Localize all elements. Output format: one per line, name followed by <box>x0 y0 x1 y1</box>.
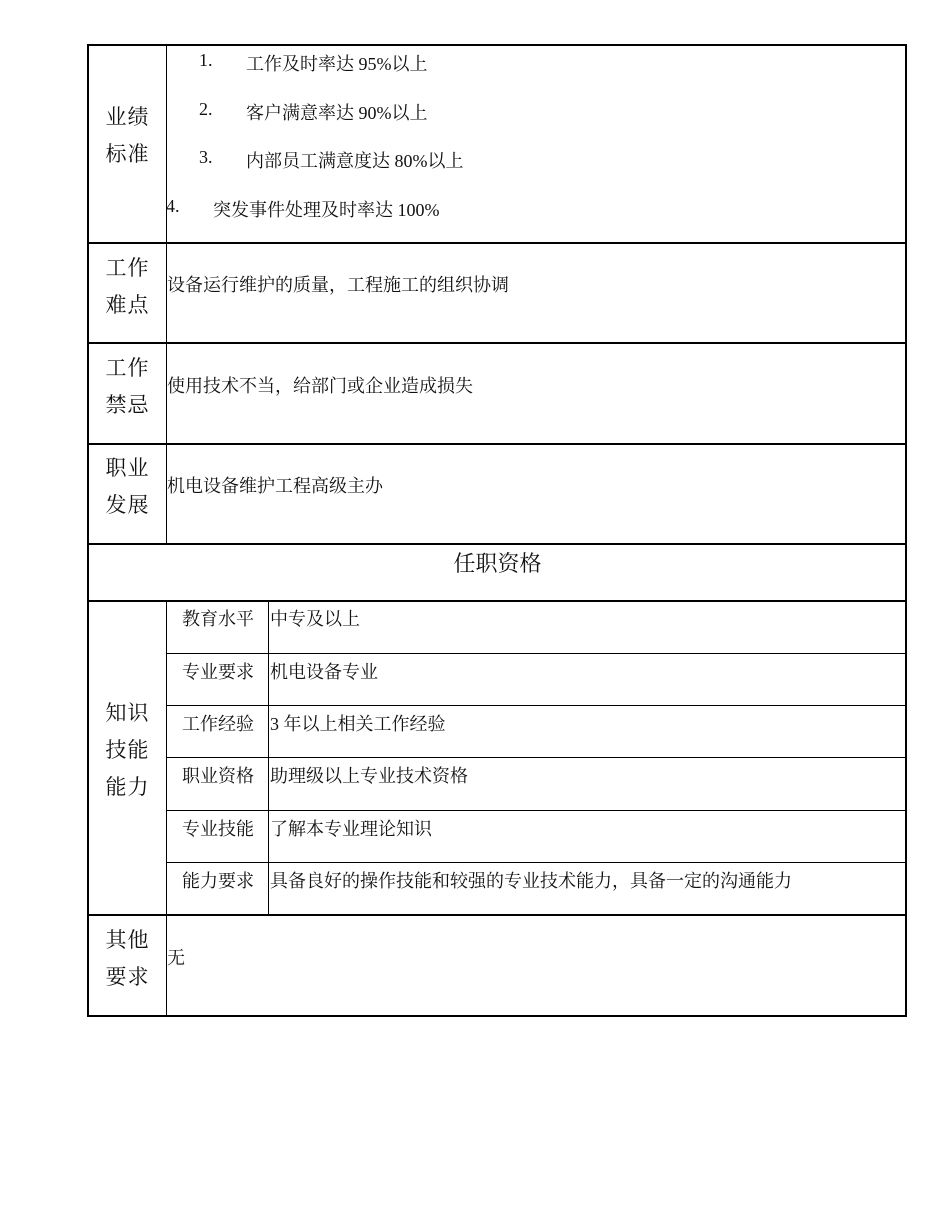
qualification-row-label: 职业资格 <box>182 766 254 786</box>
other-value: 无 <box>167 948 185 968</box>
qualification-row-value: 机电设备专业 <box>270 662 378 682</box>
qualification-row-label: 能力要求 <box>182 871 254 891</box>
qualification-row-label: 工作经验 <box>182 714 254 734</box>
list-number: 1. <box>199 50 213 70</box>
taboo-label: 工作 禁忌 <box>105 356 150 417</box>
qualification-row-value: 3 年以上相关工作经验 <box>270 714 446 734</box>
qualification-label: 知识 技能 能力 <box>105 701 150 799</box>
difficulty-label: 工作 难点 <box>105 256 150 317</box>
list-text: 突发事件处理及时率达 100% <box>213 200 440 220</box>
list-number: 2. <box>199 99 213 119</box>
qualification-row-label: 专业要求 <box>182 662 254 682</box>
qualification-row-value: 了解本专业理论知识 <box>270 819 432 839</box>
qualification-row-label: 专业技能 <box>182 819 254 839</box>
list-number: 4. <box>166 196 180 216</box>
other-label: 其他 要求 <box>105 928 150 989</box>
list-number: 3. <box>199 147 213 167</box>
section-title: 任职资格 <box>453 551 542 576</box>
qualification-row-value: 具备良好的操作技能和较强的专业技术能力，具备一定的沟通能力 <box>270 871 792 891</box>
career-label: 职业 发展 <box>105 456 150 517</box>
qualification-row-value: 助理级以上专业技术资格 <box>270 766 468 786</box>
taboo-value: 使用技术不当，给部门或企业造成损失 <box>167 376 473 396</box>
performance-label: 业绩 标准 <box>105 105 150 166</box>
qualification-row-label: 教育水平 <box>182 609 254 629</box>
qualification-row-value: 中专及以上 <box>270 609 360 629</box>
difficulty-value: 设备运行维护的质量，工程施工的组织协调 <box>167 275 509 295</box>
list-text: 内部员工满意度达 80%以上 <box>246 151 464 171</box>
career-value: 机电设备维护工程高级主办 <box>167 476 383 496</box>
list-text: 客户满意率达 90%以上 <box>246 103 428 123</box>
list-text: 工作及时率达 95%以上 <box>246 54 428 74</box>
